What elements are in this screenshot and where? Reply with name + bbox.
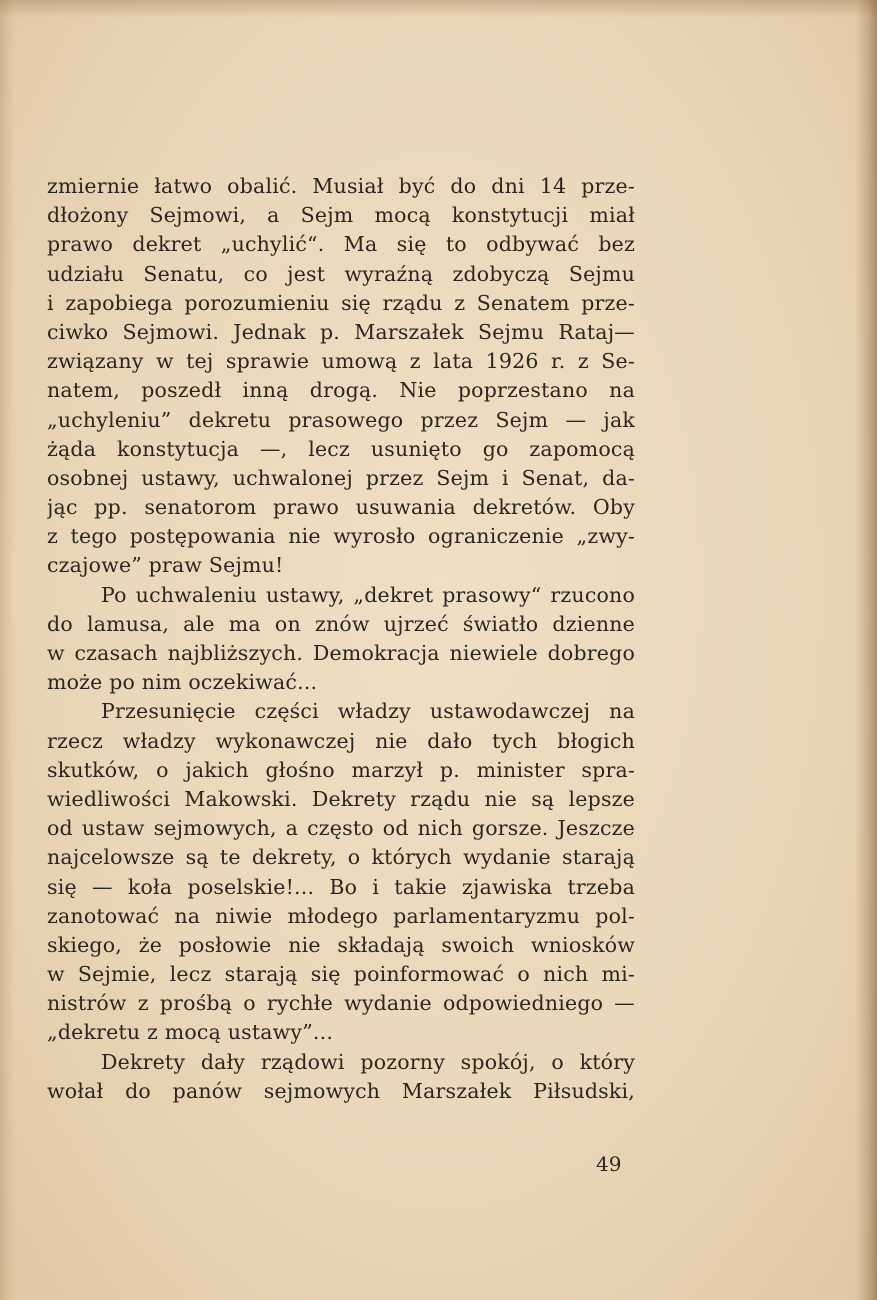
text-line: się — koła poselskie!... Bo i takie zjawiska trzeba xyxy=(47,874,635,899)
text-line: Przesunięcie części władzy ustawodawczej na xyxy=(101,699,635,724)
text-line: wołał do panów sejmowych Marszałek Piłsudski, xyxy=(47,1078,635,1103)
paper-edge-right xyxy=(855,0,877,1300)
text-line: „uchyleniu” dekretu prasowego przez Sejm — jak xyxy=(47,407,635,432)
text-line: z tego postępowania nie wyrosło ograniczenie „zwy- xyxy=(47,524,635,549)
text-line: od ustaw sejmowych, a często od nich gorsze. Jeszcze xyxy=(47,816,635,841)
text-line: skiego, że posłowie nie składają swoich wniosków xyxy=(47,932,635,957)
text-line: Dekrety dały rządowi pozorny spokój, o który xyxy=(101,1049,635,1074)
text-line: żąda konstytucja —, lecz usunięto go zapomocą xyxy=(47,436,635,461)
text-line: „dekretu z mocą ustawy”... xyxy=(47,1020,334,1045)
paper-edge-left xyxy=(0,0,14,1300)
body-text xyxy=(47,172,635,1106)
text-line: zmiernie łatwo obalić. Musiał być do dni 14 prze- xyxy=(47,174,635,198)
paper-edge-top xyxy=(0,0,877,18)
text-line: jąc pp. senatorom prawo usuwania dekretów. Oby xyxy=(47,495,635,520)
text-line: najcelowsze są te dekrety, o których wydanie starają xyxy=(47,845,635,870)
text-line: natem, poszedł inną drogą. Nie poprzestano na xyxy=(47,378,635,403)
text-line: i zapobiega porozumieniu się rządu z Senatem prze- xyxy=(47,290,635,315)
text-line: czajowe” praw Sejmu! xyxy=(47,553,284,578)
text-line: w Sejmie, lecz starają się poinformować o nich mi- xyxy=(47,962,635,987)
text-line: dłożony Sejmowi, a Sejm mocą konstytucji miał xyxy=(47,203,635,228)
text-line: udziału Senatu, co jest wyraźną zdobyczą Sejmu xyxy=(47,261,635,286)
page-number: 49 xyxy=(596,1152,622,1176)
text-line: związany w tej sprawie umową z lata 1926 r. z Se- xyxy=(47,349,635,374)
text-line: Po uchwaleniu ustawy, „dekret prasowy“ rzucono xyxy=(101,582,635,607)
text-line: może po nim oczekiwać... xyxy=(47,670,318,695)
text-line: wiedliwości Makowski. Dekrety rządu nie są lepsze xyxy=(47,786,635,811)
text-line: w czasach najbliższych. Demokracja niewiele dobrego xyxy=(47,641,635,665)
text-line: nistrów z prośbą o rychłe wydanie odpowiedniego — xyxy=(47,991,635,1016)
text-line: do lamusa, ale ma on znów ujrzeć światło dzienne xyxy=(47,611,635,636)
text-line: rzecz władzy wykonawczej nie dało tych błogich xyxy=(47,728,635,753)
text-line: ciwko Sejmowi. Jednak p. Marszałek Sejmu Rataj— xyxy=(47,319,635,344)
text-line: osobnej ustawy, uchwalonej przez Sejm i Senat, da- xyxy=(47,465,635,490)
text-line: zanotować na niwie młodego parlamentaryzmu pol- xyxy=(47,903,635,928)
text-line: skutków, o jakich głośno marzył p. minister spra- xyxy=(47,757,635,782)
text-line: prawo dekret „uchylić“. Ma się to odbywać bez xyxy=(47,232,635,257)
